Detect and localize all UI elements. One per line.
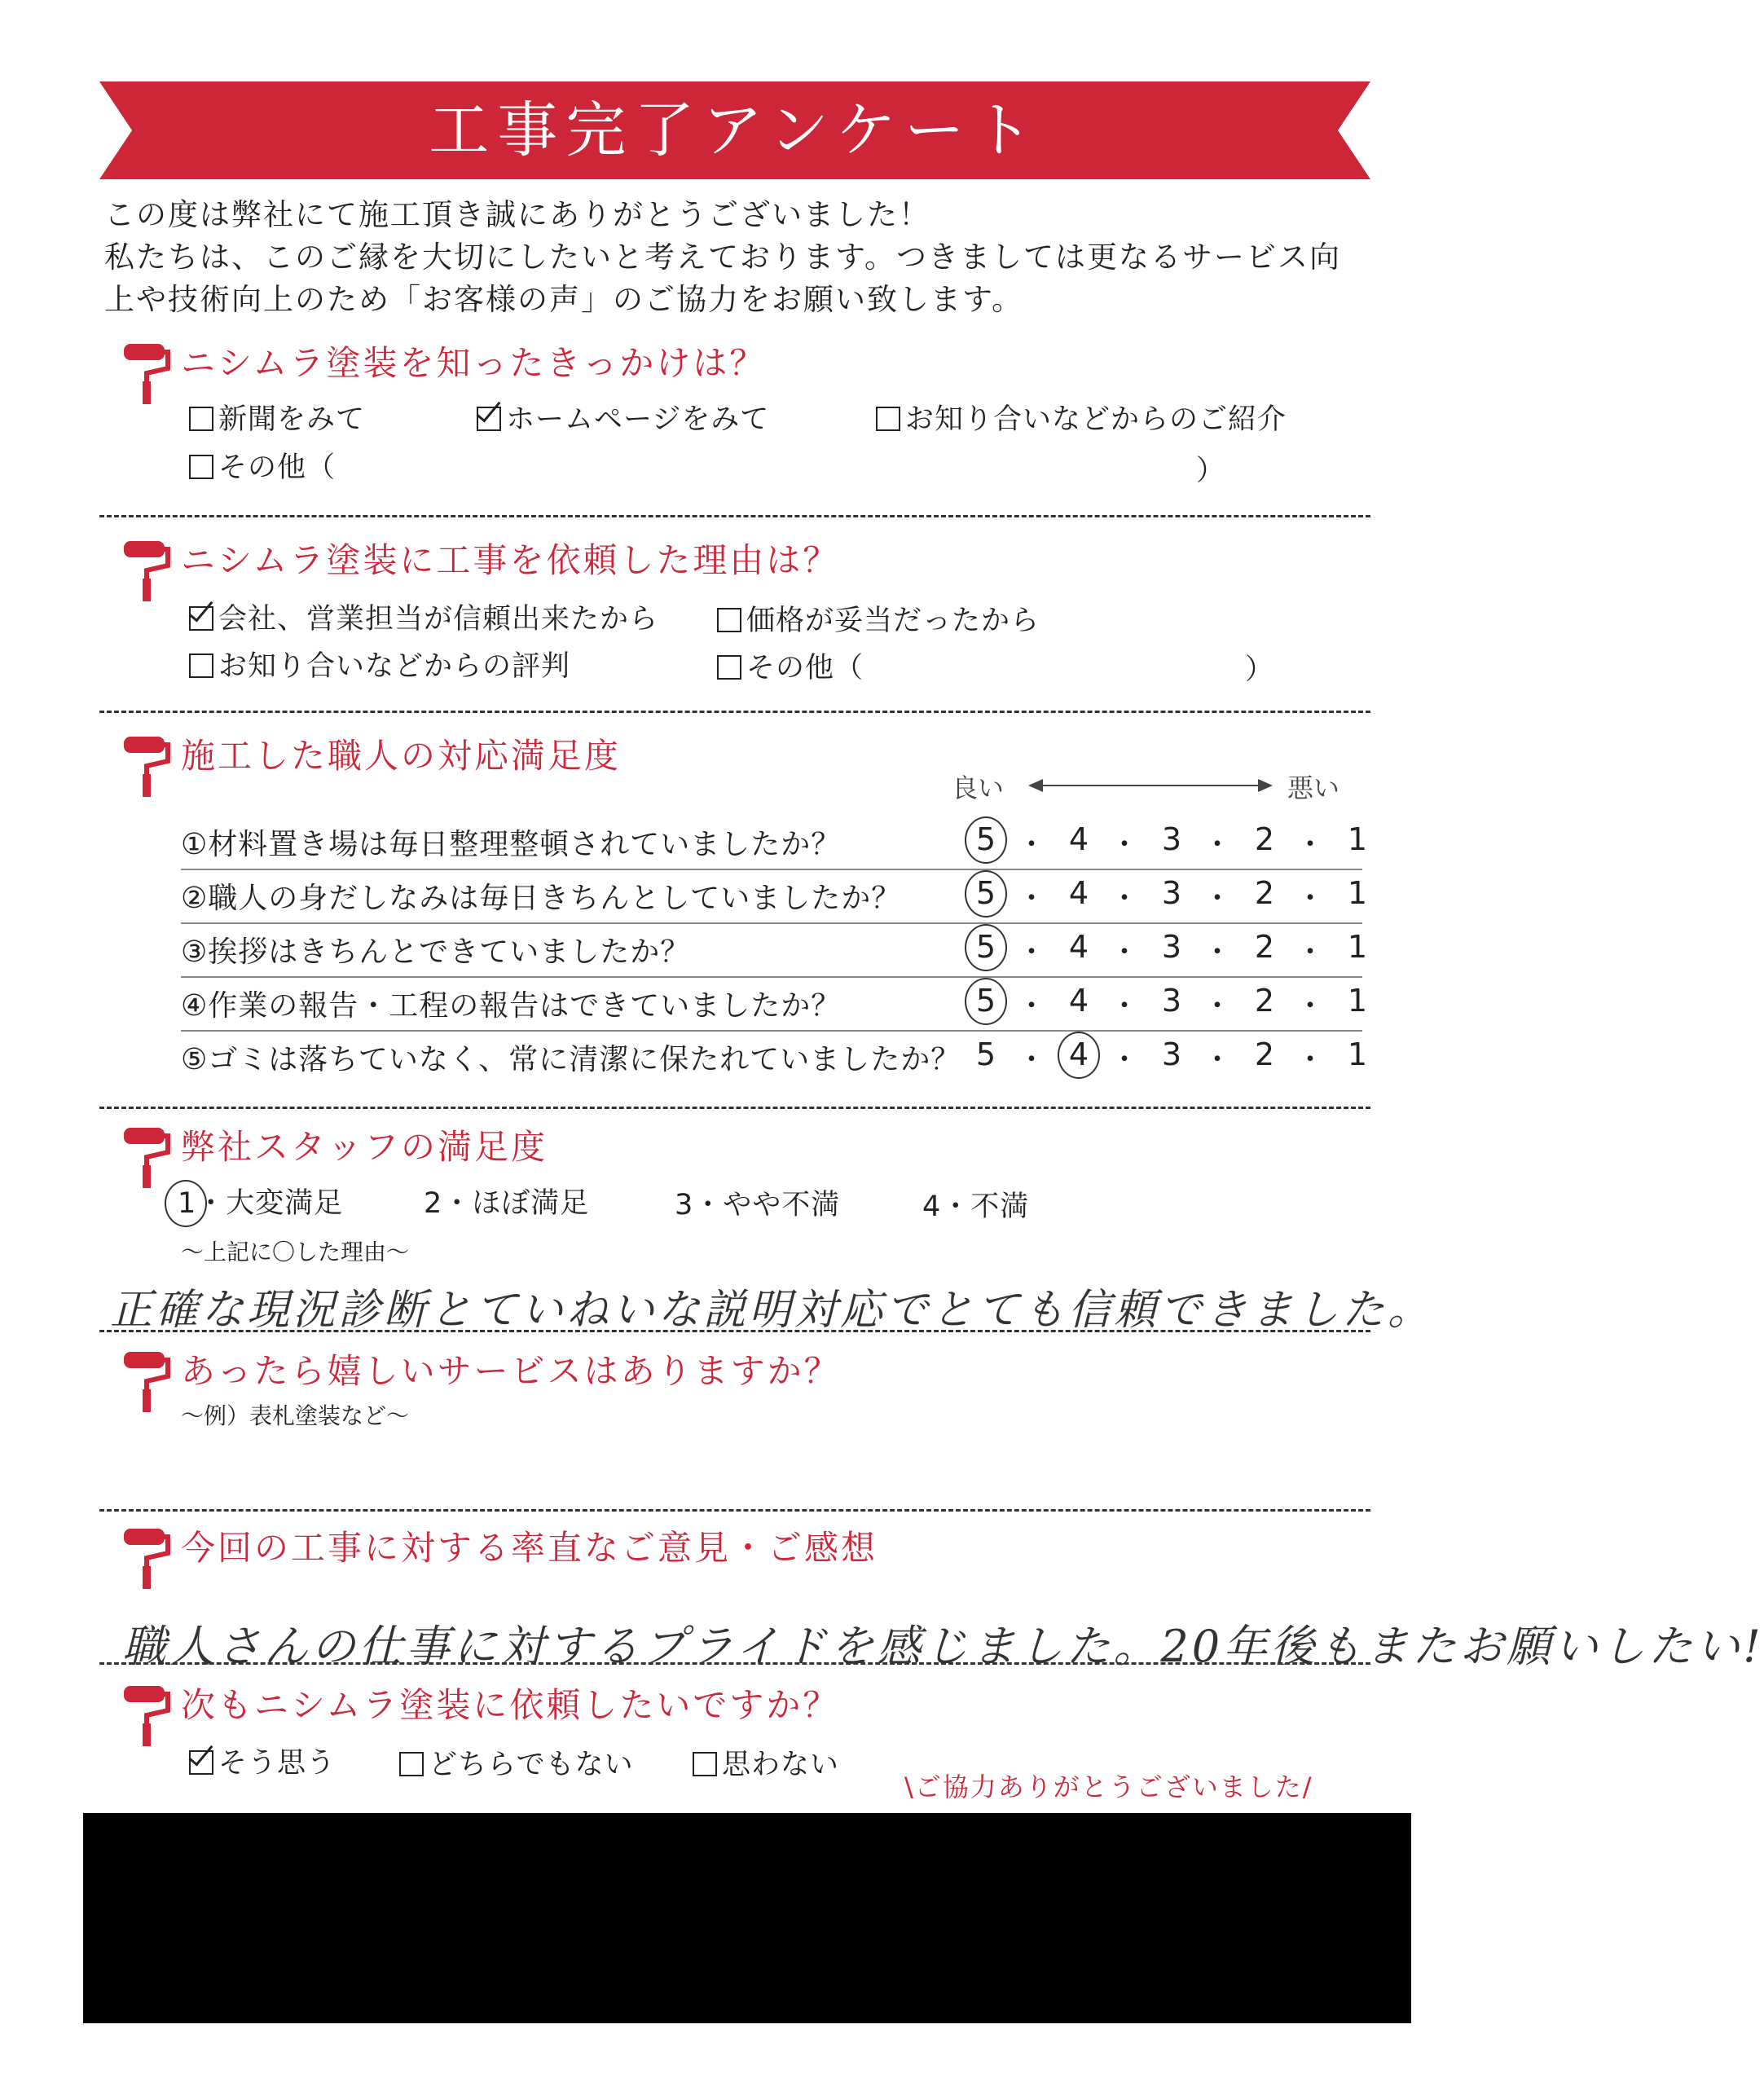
score-separator: ・ (1296, 1043, 1326, 1076)
score-option[interactable]: 5 (975, 821, 996, 857)
q2-option-price[interactable]: 価格が妥当だったから (717, 603, 1040, 639)
checkbox-checked[interactable] (477, 407, 501, 431)
score-separator: ・ (1110, 882, 1140, 915)
checkbox[interactable] (876, 407, 900, 431)
score-separator: ・ (1203, 935, 1233, 969)
title-banner-text-wrap (99, 81, 1370, 179)
q4-option-1[interactable]: 1・大変満足 (178, 1187, 344, 1220)
scale-good-label: 良い (952, 772, 1005, 803)
score-separator: ・ (1017, 882, 1047, 915)
paint-roller-icon (122, 538, 171, 603)
score-separator: ・ (1110, 828, 1140, 861)
score-option[interactable]: 4 (1068, 875, 1089, 911)
question-title: 施工した職人の対応満足度 (181, 736, 622, 776)
score-option[interactable]: 5 (975, 983, 996, 1019)
score-option[interactable]: 4 (1068, 983, 1089, 1019)
intro-line: この度は弊社にて施工頂き誠にありがとうございました！ (104, 197, 930, 232)
q4-option-4[interactable]: 4・不満 (922, 1190, 1030, 1223)
divider (99, 1662, 1370, 1665)
satisfaction-question: ③挨拶はきちんとできていましたか？ (181, 935, 691, 969)
paint-roller-icon (122, 1525, 171, 1591)
score-separator: ・ (1017, 828, 1047, 861)
score-option[interactable]: 3 (1161, 875, 1182, 911)
score-option[interactable]: 1 (1347, 929, 1368, 965)
score-option[interactable]: 3 (1161, 821, 1182, 857)
satisfaction-row (181, 976, 1368, 1032)
score-option[interactable]: 2 (1254, 1036, 1275, 1072)
score-separator: ・ (1296, 828, 1326, 861)
score-option[interactable]: 2 (1254, 821, 1275, 857)
satisfaction-row (181, 1030, 1368, 1084)
divider (99, 1107, 1370, 1109)
divider (99, 1509, 1370, 1512)
satisfaction-question: ④作業の報告・工程の報告はできていましたか？ (181, 989, 842, 1023)
score-option[interactable]: 5 (975, 1036, 996, 1072)
question-title: ニシムラ塗装を知ったきっかけは？ (181, 343, 767, 383)
score-separator: ・ (1203, 989, 1233, 1023)
score-option[interactable]: 2 (1254, 875, 1275, 911)
score-option[interactable]: 3 (1161, 929, 1182, 965)
q1-option-newspaper[interactable]: 新聞をみて (189, 402, 365, 438)
q1-option-homepage[interactable]: ホームページをみて (477, 402, 769, 438)
score-separator: ・ (1110, 1043, 1140, 1076)
checkbox[interactable] (399, 1752, 424, 1776)
q7-option-neutral[interactable]: どちらでもない (399, 1747, 634, 1783)
q2-option-reputation[interactable]: お知り合いなどからの評判 (189, 649, 570, 684)
checkbox[interactable] (189, 654, 213, 678)
q4-option-3[interactable]: 3・やや不満 (675, 1189, 841, 1221)
question-title: 今回の工事に対する率直なご意見・ご感想 (181, 1528, 878, 1568)
selection-circle (965, 924, 1007, 971)
checkbox[interactable] (189, 407, 213, 431)
selection-circle (965, 978, 1007, 1025)
q2-option-other[interactable]: その他（ (717, 650, 864, 686)
score-option[interactable]: 1 (1347, 875, 1368, 911)
score-option[interactable]: 1 (1347, 1036, 1368, 1072)
intro-line: 上や技術向上のため「お客様の声」のご協力をお願い致します。 (104, 282, 1024, 317)
checkbox[interactable] (189, 455, 213, 479)
selection-circle (965, 870, 1007, 918)
scale-bad-label: 悪い (1287, 772, 1340, 803)
score-option[interactable]: 5 (975, 875, 996, 911)
score-separator: ・ (1296, 989, 1326, 1023)
score-option[interactable]: 3 (1161, 1036, 1182, 1072)
satisfaction-question: ①材料置き場は毎日整理整頓されていましたか？ (181, 828, 842, 861)
paint-roller-icon (122, 733, 171, 799)
score-option[interactable]: 3 (1161, 983, 1182, 1019)
score-option[interactable]: 5 (975, 929, 996, 965)
score-option[interactable]: 2 (1254, 929, 1275, 965)
checkbox-checked[interactable] (189, 606, 213, 631)
selection-circle (965, 816, 1007, 864)
q4-option-2[interactable]: 2・ほぼ満足 (424, 1187, 590, 1220)
q1-option-referral[interactable]: お知り合いなどからのご紹介 (876, 402, 1287, 438)
intro-line: 私たちは、このご縁を大切にしたいと考えております。つきましては更なるサービス向 (104, 240, 1342, 275)
checkbox[interactable] (693, 1752, 717, 1776)
q7-option-yes[interactable]: そう思う (189, 1745, 336, 1781)
question-title: 弊社スタッフの満足度 (181, 1127, 548, 1167)
selection-circle (1058, 1032, 1100, 1079)
redacted-area (83, 1813, 1411, 2023)
handwritten-comment: 職人さんの仕事に対するプライドを感じました。20年後もまたお願いしたい! (122, 1621, 1764, 1672)
score-separator: ・ (1017, 935, 1047, 969)
divider (99, 515, 1370, 517)
divider (99, 1330, 1370, 1332)
question-title: ニシムラ塗装に工事を依頼した理由は？ (181, 540, 840, 580)
q2-other-close-paren: ） (1245, 654, 1275, 686)
paint-roller-icon (122, 1124, 171, 1190)
intro-text (104, 194, 1375, 321)
example-label: 〜例）表札塗装など〜 (181, 1402, 410, 1429)
checkbox[interactable] (717, 608, 741, 632)
satisfaction-row (181, 869, 1368, 924)
score-option[interactable]: 1 (1347, 821, 1368, 857)
q2-option-trust[interactable]: 会社、営業担当が信頼出来たから (189, 601, 658, 637)
score-option[interactable]: 4 (1068, 821, 1089, 857)
satisfaction-question: ⑤ゴミは落ちていなく、常に清潔に保たれていましたか？ (181, 1043, 961, 1076)
checkbox-checked[interactable] (189, 1750, 213, 1775)
satisfaction-row (181, 922, 1368, 978)
reason-label: 〜上記に〇した理由〜 (181, 1239, 410, 1265)
paint-roller-icon (122, 341, 171, 406)
score-separator: ・ (1296, 882, 1326, 915)
q1-other-close-paren: ） (1196, 455, 1226, 487)
score-separator: ・ (1110, 989, 1140, 1023)
satisfaction-question: ②職人の身だしなみは毎日きちんとしていましたか？ (181, 882, 902, 915)
score-separator: ・ (1203, 828, 1233, 861)
score-option[interactable]: 2 (1254, 983, 1275, 1019)
paint-roller-icon (122, 1683, 171, 1748)
score-separator: ・ (1296, 935, 1326, 969)
score-option[interactable]: 1 (1347, 983, 1368, 1019)
question-title: 次もニシムラ塗装に依頼したいですか？ (181, 1685, 840, 1725)
paint-roller-icon (122, 1349, 171, 1414)
q1-option-other[interactable]: その他（ (189, 450, 336, 486)
scale-arrow-icon (1028, 776, 1273, 795)
question-title: あったら嬉しいサービスはありますか？ (181, 1351, 841, 1391)
score-separator: ・ (1203, 882, 1233, 915)
page-title: 工事完了アンケート (429, 95, 1041, 165)
score-separator: ・ (1110, 935, 1140, 969)
score-option[interactable]: 4 (1068, 1036, 1089, 1072)
satisfaction-row (181, 815, 1368, 870)
handwritten-reason: 正確な現況診断とていねいな説明対応でとても信頼できました。 (110, 1286, 1434, 1335)
thanks-message: \ご協力ありがとうございました/ (904, 1771, 1313, 1802)
q7-option-no[interactable]: 思わない (693, 1747, 839, 1783)
score-separator: ・ (1203, 1043, 1233, 1076)
score-option[interactable]: 4 (1068, 929, 1089, 965)
score-separator: ・ (1017, 989, 1047, 1023)
score-separator: ・ (1017, 1043, 1047, 1076)
divider (99, 711, 1370, 713)
checkbox[interactable] (717, 655, 741, 680)
